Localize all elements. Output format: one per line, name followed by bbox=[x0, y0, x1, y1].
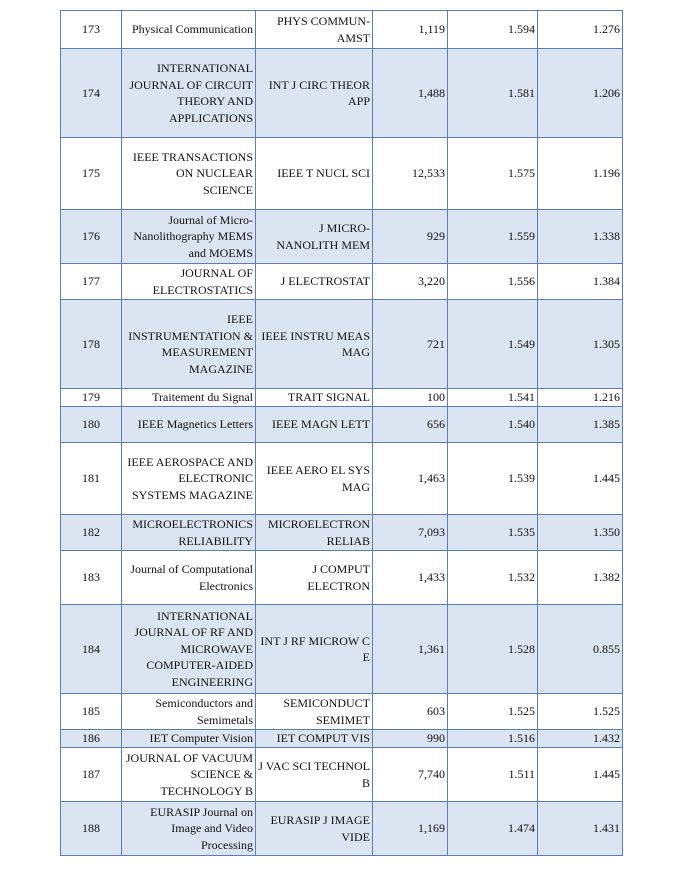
five-year-impact-factor-cell: 1.382 bbox=[538, 551, 623, 605]
table-row bbox=[61, 264, 623, 300]
rank-cell: 184 bbox=[61, 605, 122, 694]
total-cites-cell: 7,093 bbox=[373, 515, 448, 551]
total-cites-cell: 1,361 bbox=[373, 605, 448, 694]
rank-cell: 176 bbox=[61, 210, 122, 264]
journal-title-cell: IET Computer Vision bbox=[122, 730, 256, 748]
rank-cell: 173 bbox=[61, 11, 122, 49]
impact-factor-cell: 1.541 bbox=[448, 389, 538, 407]
rank-cell: 182 bbox=[61, 515, 122, 551]
total-cites-cell: 1,169 bbox=[373, 802, 448, 856]
five-year-impact-factor-cell: 1.432 bbox=[538, 730, 623, 748]
table-row bbox=[61, 802, 623, 856]
five-year-impact-factor-cell: 1.276 bbox=[538, 11, 623, 49]
journal-abbreviation-cell: IEEE T NUCL SCI bbox=[256, 138, 373, 210]
journal-abbreviation-cell: J ELECTROSTAT bbox=[256, 264, 373, 300]
journal-abbreviation-cell: EURASIP J IMAGE VIDE bbox=[256, 802, 373, 856]
journal-title-cell: Semiconductors and Semimetals bbox=[122, 694, 256, 730]
impact-factor-cell: 1.559 bbox=[448, 210, 538, 264]
total-cites-cell: 1,119 bbox=[373, 11, 448, 49]
journal-title-cell: Traitement du Signal bbox=[122, 389, 256, 407]
impact-factor-cell: 1.556 bbox=[448, 264, 538, 300]
journal-abbreviation-cell: IEEE AERO EL SYS MAG bbox=[256, 443, 373, 515]
table-row bbox=[61, 11, 623, 49]
five-year-impact-factor-cell: 1.338 bbox=[538, 210, 623, 264]
five-year-impact-factor-cell: 1.350 bbox=[538, 515, 623, 551]
five-year-impact-factor-cell: 1.206 bbox=[538, 49, 623, 138]
impact-factor-cell: 1.581 bbox=[448, 49, 538, 138]
total-cites-cell: 7,740 bbox=[373, 748, 448, 802]
impact-factor-cell: 1.516 bbox=[448, 730, 538, 748]
journal-ranking-table bbox=[60, 10, 623, 856]
impact-factor-cell: 1.539 bbox=[448, 443, 538, 515]
journal-abbreviation-cell: J MICRO-NANOLITH MEM bbox=[256, 210, 373, 264]
journal-abbreviation-cell: INT J CIRC THEOR APP bbox=[256, 49, 373, 138]
total-cites-cell: 1,433 bbox=[373, 551, 448, 605]
table-row bbox=[61, 49, 623, 138]
journal-title-cell: IEEE Magnetics Letters bbox=[122, 407, 256, 443]
impact-factor-cell: 1.535 bbox=[448, 515, 538, 551]
total-cites-cell: 100 bbox=[373, 389, 448, 407]
table-row bbox=[61, 300, 623, 389]
journal-title-cell: EURASIP Journal on Image and Video Processing bbox=[122, 802, 256, 856]
journal-title-cell: IEEE AEROSPACE AND ELECTRONIC SYSTEMS MAGAZINE bbox=[122, 443, 256, 515]
rank-cell: 188 bbox=[61, 802, 122, 856]
five-year-impact-factor-cell: 1.196 bbox=[538, 138, 623, 210]
impact-factor-cell: 1.549 bbox=[448, 300, 538, 389]
journal-title-cell: INTERNATIONAL JOURNAL OF RF AND MICROWAVE COMPUTER-AIDED ENGINEERING bbox=[122, 605, 256, 694]
rank-cell: 179 bbox=[61, 389, 122, 407]
journal-title-cell: Physical Communication bbox=[122, 11, 256, 49]
rank-cell: 181 bbox=[61, 443, 122, 515]
table-row bbox=[61, 407, 623, 443]
journal-title-cell: JOURNAL OF VACUUM SCIENCE & TECHNOLOGY B bbox=[122, 748, 256, 802]
impact-factor-cell: 1.575 bbox=[448, 138, 538, 210]
table-row bbox=[61, 694, 623, 730]
total-cites-cell: 603 bbox=[373, 694, 448, 730]
total-cites-cell: 721 bbox=[373, 300, 448, 389]
impact-factor-cell: 1.594 bbox=[448, 11, 538, 49]
table-row bbox=[61, 138, 623, 210]
impact-factor-cell: 1.511 bbox=[448, 748, 538, 802]
five-year-impact-factor-cell: 1.385 bbox=[538, 407, 623, 443]
total-cites-cell: 990 bbox=[373, 730, 448, 748]
rank-cell: 180 bbox=[61, 407, 122, 443]
total-cites-cell: 3,220 bbox=[373, 264, 448, 300]
table-row bbox=[61, 443, 623, 515]
journal-abbreviation-cell: J COMPUT ELECTRON bbox=[256, 551, 373, 605]
five-year-impact-factor-cell: 1.445 bbox=[538, 748, 623, 802]
five-year-impact-factor-cell: 1.216 bbox=[538, 389, 623, 407]
rank-cell: 187 bbox=[61, 748, 122, 802]
table-row bbox=[61, 748, 623, 802]
journal-abbreviation-cell: INT J RF MICROW C E bbox=[256, 605, 373, 694]
journal-abbreviation-cell: MICROELECTRON RELIAB bbox=[256, 515, 373, 551]
rank-cell: 185 bbox=[61, 694, 122, 730]
table-row bbox=[61, 730, 623, 748]
table-row bbox=[61, 551, 623, 605]
journal-abbreviation-cell: J VAC SCI TECHNOL B bbox=[256, 748, 373, 802]
table-row bbox=[61, 210, 623, 264]
impact-factor-cell: 1.474 bbox=[448, 802, 538, 856]
five-year-impact-factor-cell: 1.525 bbox=[538, 694, 623, 730]
journal-abbreviation-cell: TRAIT SIGNAL bbox=[256, 389, 373, 407]
total-cites-cell: 1,463 bbox=[373, 443, 448, 515]
table-row bbox=[61, 515, 623, 551]
five-year-impact-factor-cell: 0.855 bbox=[538, 605, 623, 694]
journal-abbreviation-cell: IET COMPUT VIS bbox=[256, 730, 373, 748]
table-row bbox=[61, 605, 623, 694]
rank-cell: 178 bbox=[61, 300, 122, 389]
journal-title-cell: INTERNATIONAL JOURNAL OF CIRCUIT THEORY AND APPLICATIONS bbox=[122, 49, 256, 138]
journal-title-cell: IEEE INSTRUMENTATION & MEASUREMENT MAGAZINE bbox=[122, 300, 256, 389]
table-body bbox=[61, 11, 623, 856]
total-cites-cell: 1,488 bbox=[373, 49, 448, 138]
impact-factor-cell: 1.528 bbox=[448, 605, 538, 694]
total-cites-cell: 12,533 bbox=[373, 138, 448, 210]
journal-title-cell: MICROELECTRONICS RELIABILITY bbox=[122, 515, 256, 551]
total-cites-cell: 929 bbox=[373, 210, 448, 264]
five-year-impact-factor-cell: 1.445 bbox=[538, 443, 623, 515]
rank-cell: 174 bbox=[61, 49, 122, 138]
five-year-impact-factor-cell: 1.384 bbox=[538, 264, 623, 300]
journal-title-cell: Journal of Micro-Nanolithography MEMS and MOEMS bbox=[122, 210, 256, 264]
journal-abbreviation-cell: IEEE INSTRU MEAS MAG bbox=[256, 300, 373, 389]
journal-abbreviation-cell: IEEE MAGN LETT bbox=[256, 407, 373, 443]
impact-factor-cell: 1.532 bbox=[448, 551, 538, 605]
journal-abbreviation-cell: SEMICONDUCT SEMIMET bbox=[256, 694, 373, 730]
journal-title-cell: Journal of Computational Electronics bbox=[122, 551, 256, 605]
journal-abbreviation-cell: PHYS COMMUN-AMST bbox=[256, 11, 373, 49]
five-year-impact-factor-cell: 1.305 bbox=[538, 300, 623, 389]
table-row bbox=[61, 389, 623, 407]
five-year-impact-factor-cell: 1.431 bbox=[538, 802, 623, 856]
total-cites-cell: 656 bbox=[373, 407, 448, 443]
rank-cell: 186 bbox=[61, 730, 122, 748]
rank-cell: 183 bbox=[61, 551, 122, 605]
journal-title-cell: JOURNAL OF ELECTROSTATICS bbox=[122, 264, 256, 300]
journal-title-cell: IEEE TRANSACTIONS ON NUCLEAR SCIENCE bbox=[122, 138, 256, 210]
impact-factor-cell: 1.525 bbox=[448, 694, 538, 730]
rank-cell: 177 bbox=[61, 264, 122, 300]
impact-factor-cell: 1.540 bbox=[448, 407, 538, 443]
rank-cell: 175 bbox=[61, 138, 122, 210]
